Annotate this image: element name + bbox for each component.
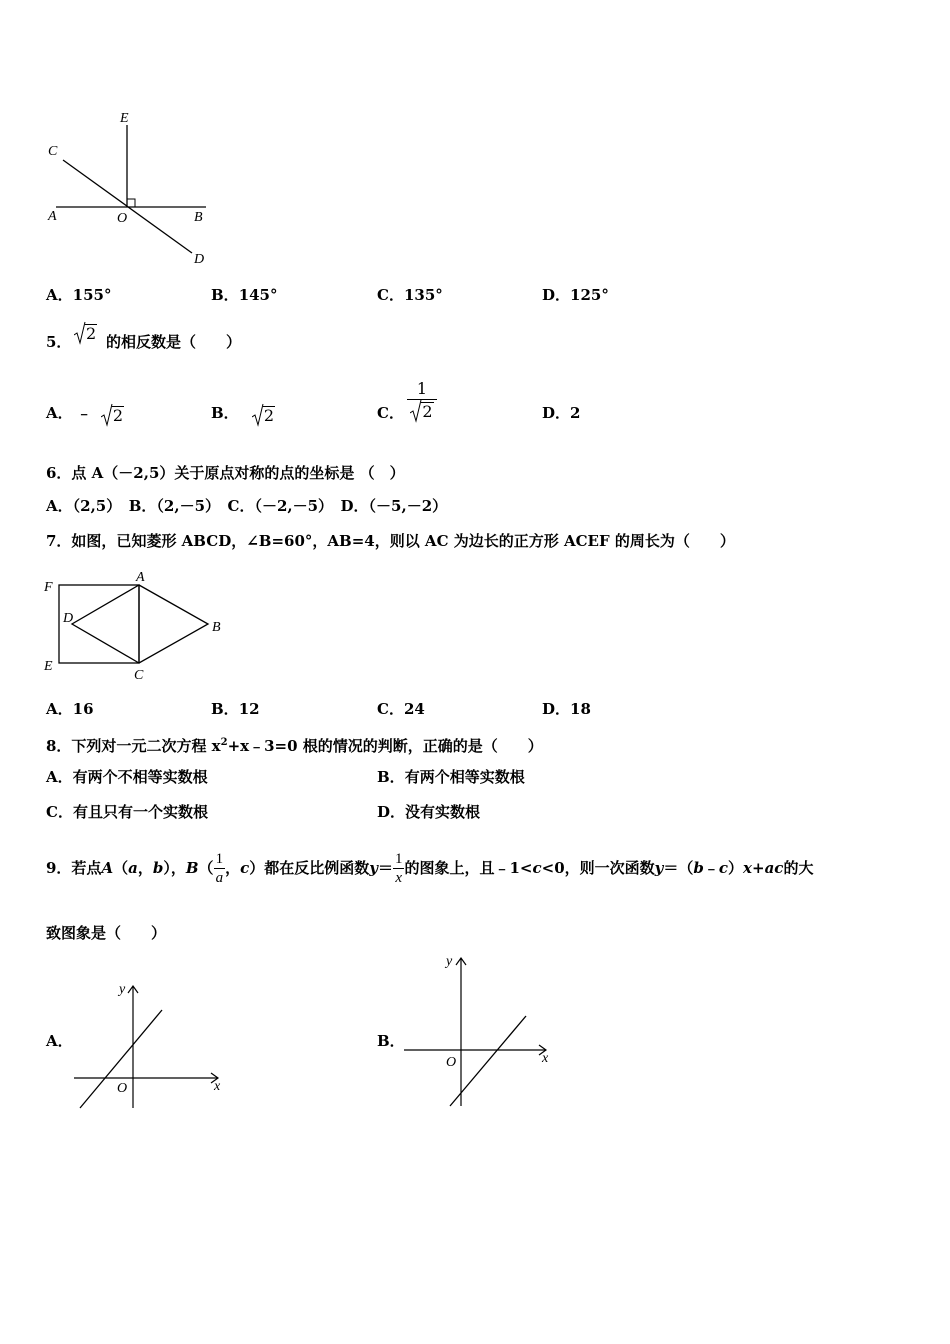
label-b: B [194,210,203,225]
option-letter: D． [542,404,571,422]
axis-label-y: y [119,982,126,997]
q7-option-b [211,699,260,719]
sqrt-symbol [101,406,124,426]
q8-stem [46,733,543,756]
option-text: 有两个不相等实数根 [72,768,208,786]
stem-text: 的图象上，且﹣1< [404,859,533,877]
q9-option-a-graph [70,978,230,1113]
var-a: a [128,859,138,877]
rhombus-abcd [72,585,208,663]
stem-text: 9．若点 [46,859,102,877]
stem-text: <0，则一次函数 [541,859,655,877]
q7-figure [40,566,230,684]
option-text: 16 [72,700,94,718]
stem-text: 的大 [783,859,814,877]
fraction-one-over-x [393,850,405,887]
q5-option-a [46,403,124,423]
label-o: O [117,211,128,226]
radical-sign-icon [252,403,264,427]
var-c: c [718,859,729,877]
option-letter: D． [542,286,571,304]
option-letter: A． [46,768,73,786]
right-angle-mark [127,199,135,207]
stem-text: + [752,859,765,877]
var-y: y [654,859,664,877]
q8-option-a [46,767,208,787]
q8-option-c [46,802,208,822]
origin-label: O [117,1081,128,1096]
q6-stem: 6．点 A（－2,5）关于原点对称的点的坐标是 （ ） [46,464,405,482]
q5-option-c-letter: C． [377,404,404,422]
q9-option-a-letter: A． [46,1032,73,1050]
label-c: C [134,668,144,683]
stem-text: +x﹣3=0 根的情况的判断，正确的是（ ） [227,737,543,755]
q4-option-a [46,285,111,305]
q5-sqrt [74,324,97,343]
axis-label-x: x [214,1079,221,1094]
radicand: 2 [422,402,433,421]
sqrt-symbol [74,324,97,343]
fraction-one-over-a [214,850,226,887]
label-b: B [212,620,221,635]
radicand: 2 [263,406,275,425]
axis-label-x: x [542,1051,549,1066]
q7-option-d [542,699,591,719]
option-letter: C． [377,286,404,304]
label-f: F [44,580,53,595]
stem-text: ）， [163,859,186,877]
stem-text: ）都在反比例函数 [249,859,370,877]
q8-option-b [377,767,525,787]
q4-option-d [542,285,609,305]
label-e: E [44,659,53,674]
var-y: y [369,859,378,877]
option-text: 155° [72,286,112,304]
stem-text: ＝（ [663,859,694,877]
option-text: 24 [403,700,425,718]
q7-option-c [377,699,425,719]
option-text: 135° [403,286,443,304]
graph-a-svg [70,978,230,1113]
fraction-numerator: 1 [215,850,224,867]
fraction-denominator: x [395,869,403,886]
fraction-numerator: 1 [394,850,403,867]
label-a: A [136,570,145,585]
option-text: 2 [570,404,581,422]
stem-text: ﹣ [703,859,719,877]
q4-figure [40,105,220,270]
exponent: 2 [220,737,228,748]
q8-option-d [377,802,480,822]
radicand: 2 [86,324,97,343]
option-letter: B． [211,700,239,718]
label-a: A [48,209,57,224]
q9-stem-line2: 致图象是（ ） [46,924,167,942]
q5-option-c-fraction [407,379,437,421]
var-b: b [693,859,704,877]
stem-text: ） [728,859,744,877]
option-letter: D． [377,803,406,821]
option-letter: A． [46,700,73,718]
q5-option-b [211,403,275,423]
stem-text: ， [225,859,241,877]
radical-sign-icon [410,399,422,423]
option-letter: B． [377,768,405,786]
radical-sign-icon [101,403,113,427]
sqrt-symbol [252,406,275,426]
option-letter: C． [46,803,73,821]
option-text: 有两个相等实数根 [404,768,525,786]
q9-option-b-graph [400,948,560,1113]
label-c: C [48,144,58,159]
option-text: 有且只有一个实数根 [72,803,208,821]
stem-text: 8．下列对一元二次方程 x [46,737,221,755]
var-c: c [240,859,250,877]
sqrt-symbol [410,402,433,421]
option-letter: B． [211,404,239,422]
minus-sign: ﹣ [76,404,92,422]
option-letter: C． [377,700,404,718]
graph-b-svg [400,948,560,1113]
option-letter: D． [542,700,571,718]
option-text: 125° [570,286,609,304]
label-d: D [194,252,205,267]
option-letter: A． [46,404,73,422]
axis-label-y: y [446,954,453,969]
label-e: E [120,111,129,126]
q4-option-b [211,285,278,305]
fraction-numerator: 1 [416,379,428,398]
q7-option-a [46,699,94,719]
q5-stem: 的相反数是（ ） [106,333,242,351]
origin-label: O [446,1055,457,1070]
option-text: 12 [238,700,260,718]
q4-figure-svg [40,105,220,270]
var-b-point: B [185,859,199,877]
stem-text: ＝ [377,859,393,877]
q9-option-b-letter: B． [377,1032,405,1050]
option-letter: A． [46,286,73,304]
stem-text: （ [113,859,129,877]
q4-option-c [377,285,443,305]
q5-number: 5． [46,333,72,351]
stem-text: （ [198,859,214,877]
label-d: D [63,611,74,626]
q9-stem [46,838,813,898]
q5-option-d [542,403,580,423]
fraction-denominator: a [215,869,224,886]
var-ac: ac [764,859,784,877]
q6-options: A．（2,5） B．（2,－5） C．（－2,－5） D．（－5,－2） [46,497,448,515]
var-x: x [743,859,752,877]
stem-text: ， [137,859,153,877]
option-letter: B． [211,286,239,304]
radicand: 2 [112,406,124,425]
option-text: 145° [238,286,278,304]
var-b: b [152,859,164,877]
var-a-point: A [101,859,114,877]
option-text: 18 [570,700,591,718]
radical-sign-icon [74,321,86,345]
var-c: c [532,859,542,877]
option-text: 没有实数根 [405,803,481,821]
q7-figure-svg [40,566,230,684]
q7-stem: 7．如图，已知菱形 ABCD，∠B=60°，AB=4，则以 AC 为边长的正方形 ACEF 的周长为（ ） [46,532,735,550]
